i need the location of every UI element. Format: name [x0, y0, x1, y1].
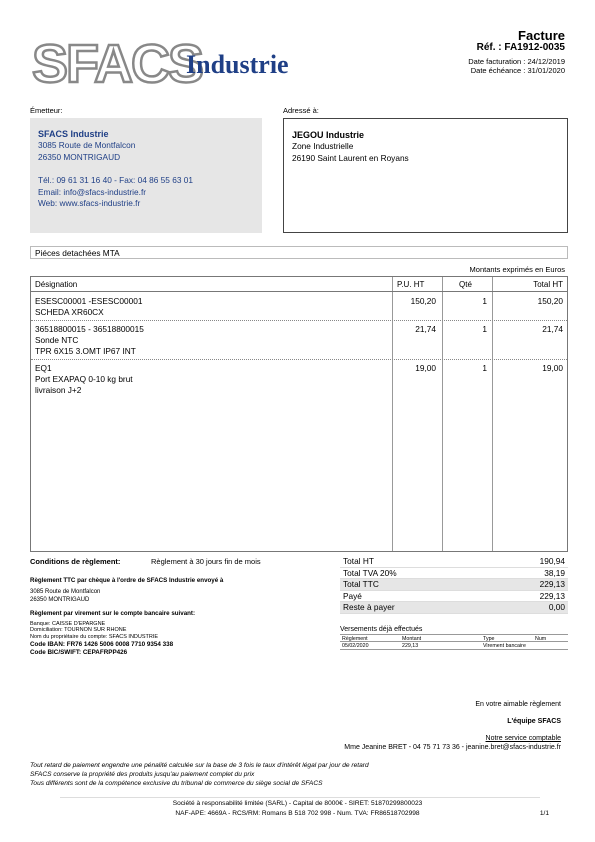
header-quantity: Qté	[459, 280, 472, 289]
emitter-name: SFACS Industrie	[38, 129, 109, 139]
legal-notes	[30, 761, 369, 788]
totals-table	[340, 556, 568, 614]
closing-team: L'équipe SFACS	[507, 718, 561, 725]
header-designation: Désignation	[35, 280, 78, 289]
account-owner: Nom du propriétaire du compte: SFACS INDUSTRIE	[30, 634, 159, 641]
legal-line: Tout retard de paiement engendre une pénalité calculée sur la base de 3 fois le taux d'intérêt légal par jour de retard	[30, 762, 369, 769]
invoice-reference: Réf. : FA1912-0035	[476, 42, 565, 53]
accounting-service: Notre service comptable	[485, 735, 561, 742]
item-description: SCHEDA XR60CX	[35, 307, 104, 317]
payments-header: Règlement Montant Type Num	[340, 634, 568, 642]
item-code: ESESC00001 -ESESC00001	[35, 296, 143, 306]
totals-row: Total TVA 20% 38,19	[340, 568, 568, 580]
items-table-header	[31, 277, 567, 292]
item-quantity: 1	[482, 324, 487, 334]
conditions-value: Règlement à 30 jours fin de mois	[151, 557, 261, 566]
items-table	[30, 276, 568, 552]
invoice-date: Date facturation : 24/12/2019	[468, 57, 565, 66]
totals-row: Total HT 190,94	[340, 556, 568, 568]
item-unit-price: 21,74	[415, 324, 436, 334]
bic-code: Code BIC/SWIFT: CEPAFRPP426	[30, 648, 128, 656]
recipient-box	[283, 118, 568, 233]
emitter-box	[30, 118, 262, 233]
payments-title: Versements déjà effectués	[340, 626, 423, 633]
item-code: EQ1	[35, 363, 52, 373]
footer-company-info: Société à responsabilité limitée (SARL) - Capital de 8000€ - SIRET: 51870299800023	[172, 800, 423, 807]
due-date: Date échéance : 31/01/2020	[470, 66, 565, 75]
closing-greeting: En votre aimable règlement	[475, 701, 561, 708]
item-description: Port EXAPAQ 0-10 kg brut	[35, 374, 133, 384]
header-total: Total HT	[533, 280, 563, 289]
svg-text:SFACS: SFACS	[32, 34, 203, 90]
item-code: 36518800015 - 36518800015	[35, 324, 144, 334]
footer-divider	[60, 797, 540, 798]
emitter-address-2: 26350 MONTRIGAUD	[38, 151, 121, 162]
item-total: 150,20	[537, 296, 563, 306]
legal-line: Tous différents sont de la compétence exclusive du tribunal de commerce du siège social de SFACS	[30, 780, 323, 787]
recipient-label: Adressé à:	[283, 106, 319, 115]
totals-row: Total TTC 229,13	[340, 579, 568, 591]
recipient-name: JEGOU Industrie	[292, 130, 365, 140]
item-quantity: 1	[482, 296, 487, 306]
item-detail: TPR 6X15 3.OMT IP67 INT	[35, 346, 136, 356]
recipient-address-2: 26190 Saint Laurent en Royans	[292, 152, 409, 163]
emitter-web: Web: www.sfacs-industrie.fr	[38, 198, 141, 208]
iban-code: Code IBAN: FR76 1426 5006 0008 7710 9354 338	[30, 640, 174, 648]
table-row: 05/02/2020 229,13 Virement bancaire	[340, 642, 568, 650]
cheque-address-1: 3085 Route de Montfalcon	[30, 589, 101, 595]
bank-name: Banque: CAISSE D'EPARGNE	[30, 620, 106, 627]
cheque-address-2: 26350 MONTRIGAUD	[30, 596, 90, 603]
totals-row: Reste à payer 0,00	[340, 602, 568, 614]
cheque-title: Règlement TTC par chèque à l'ordre de SFACS Industrie envoyé à	[30, 577, 224, 584]
totals-row: Payé 229,13	[340, 591, 568, 603]
item-total: 19,00	[542, 363, 563, 373]
item-unit-price: 19,00	[415, 363, 436, 373]
invoice-subject: Piéces detachées MTA	[30, 246, 568, 259]
footer-registration: NAF-APE: 4669A - RCS/RM: Romans B 518 702 998 - Num. TVA: FR86518702998	[175, 810, 420, 817]
item-detail: livraison J+2	[35, 385, 82, 395]
currency-note: Montants exprimés en Euros	[469, 265, 565, 274]
emitter-label: Émetteur:	[30, 106, 63, 115]
emitter-address-1: 3085 Route de Montfalcon	[38, 140, 136, 150]
logo-industrie-text: Industrie	[186, 50, 289, 79]
conditions-label: Conditions de règlement:	[30, 557, 121, 566]
document-title: Facture	[518, 28, 565, 43]
recipient-address-1: Zone Industrielle	[292, 141, 354, 151]
item-unit-price: 150,20	[410, 296, 436, 306]
accounting-contact: Mme Jeanine BRET - 04 75 71 73 36 - jeanine.bret@sfacs-industrie.fr	[344, 744, 561, 751]
item-description: Sonde NTC	[35, 335, 79, 345]
payments-table	[340, 625, 568, 650]
emitter-phone: Tél.: 09 61 31 16 40 - Fax: 04 86 55 63 01	[38, 175, 193, 185]
company-logo	[30, 30, 320, 90]
header-unit-price: P.U. HT	[397, 280, 425, 289]
legal-line: SFACS conserve la propriété des produits jusqu'au paiement complet du prix	[30, 771, 255, 778]
bank-domiciliation: Domiciliation: TOURNON SUR RHONE	[30, 627, 127, 634]
payment-conditions	[30, 557, 330, 657]
item-quantity: 1	[482, 363, 487, 373]
item-total: 21,74	[542, 324, 563, 334]
page-number: 1/1	[539, 810, 549, 817]
emitter-email: Email: info@sfacs-industrie.fr	[38, 186, 147, 197]
transfer-title: Règlement par virement sur le compte bancaire suivant:	[30, 609, 196, 617]
